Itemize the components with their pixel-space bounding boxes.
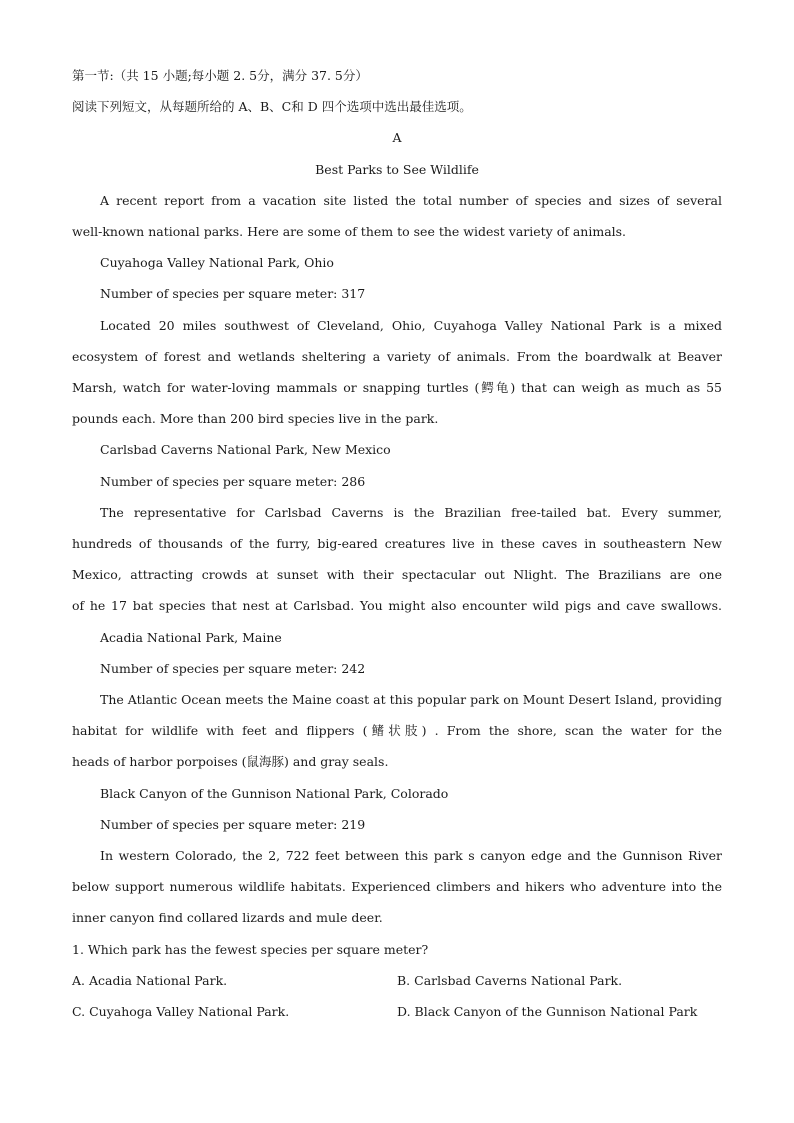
passage-title: Best Parks to See Wildlife	[315, 161, 479, 177]
park-description-line: of he 17 bat species that nest at Carlsbad. You might also encounter wild pigs and cave swallows.	[72, 598, 722, 614]
park-description-line: inner canyon find collared lizards and mule deer.	[72, 910, 383, 926]
park-description-line: The representative for Carlsbad Caverns is the Brazilian free-tailed bat. Every summer,	[100, 504, 722, 520]
park-description-line: Marsh, watch for water-loving mammals or snapping turtles (鳄龟) that can weigh as much as 55	[72, 380, 722, 396]
park-species-count: Number of species per square meter: 219	[100, 816, 366, 832]
park-description-line: Mexico, attracting crowds at sunset with their spectacular out Nlight. The Brazilians are one	[72, 567, 722, 583]
option-c: C. Cuyahoga Valley National Park.	[72, 1004, 290, 1020]
park-description-line: The Atlantic Ocean meets the Maine coast at this popular park on Mount Desert Island, providing	[100, 692, 722, 708]
intro-line: well-known national parks. Here are some of them to see the widest variety of animals.	[72, 224, 627, 240]
option-b: B. Carlsbad Caverns National Park.	[397, 972, 623, 988]
exam-page	[72, 60, 722, 1027]
options-row	[72, 996, 722, 1027]
instructions: 阅读下列短文，从每题所给的 A、B、C和 D 四个选项中选出最佳选项。	[72, 99, 472, 115]
park-species-count: Number of species per square meter: 242	[100, 660, 366, 676]
park-name: Carlsbad Caverns National Park, New Mexico	[100, 442, 391, 458]
park-name: Acadia National Park, Maine	[100, 629, 282, 645]
options-row	[72, 965, 722, 996]
park-description-line: ecosystem of forest and wetlands sheltering a variety of animals. From the boardwalk at Beaver	[72, 348, 722, 364]
park-description-line: hundreds of thousands of the furry, big-eared creatures live in these caves in southeastern New	[72, 536, 722, 552]
option-d: D. Black Canyon of the Gunnison National Park	[397, 1004, 698, 1020]
park-name: Black Canyon of the Gunnison National Park, Colorado	[100, 785, 449, 801]
park-description-line: heads of harbor porpoises (鼠海豚) and gray seals.	[72, 754, 389, 770]
park-description-line: In western Colorado, the 2, 722 feet between this park s canyon edge and the Gunnison River	[100, 848, 722, 864]
passage-letter: A	[392, 130, 402, 146]
park-species-count: Number of species per square meter: 317	[100, 286, 366, 302]
intro-line: A recent report from a vacation site listed the total number of species and sizes of several	[100, 192, 722, 208]
park-description-line: habitat for wildlife with feet and flippers (鳍状肢) . From the shore, scan the water for the	[72, 723, 722, 739]
park-description-line: pounds each. More than 200 bird species live in the park.	[72, 411, 439, 427]
option-a: A. Acadia National Park.	[72, 972, 228, 988]
park-name: Cuyahoga Valley National Park, Ohio	[100, 255, 334, 271]
park-description-line: Located 20 miles southwest of Cleveland, Ohio, Cuyahoga Valley National Park is a mixed	[100, 317, 722, 333]
question-text: 1. Which park has the fewest species per square meter?	[72, 941, 429, 957]
park-species-count: Number of species per square meter: 286	[100, 473, 366, 489]
section-header: 第一节:（共 15 小题;每小题 2. 5分，满分 37. 5分）	[72, 68, 368, 83]
park-description-line: below support numerous wildlife habitats. Experienced climbers and hikers who adventure into the	[72, 879, 722, 895]
